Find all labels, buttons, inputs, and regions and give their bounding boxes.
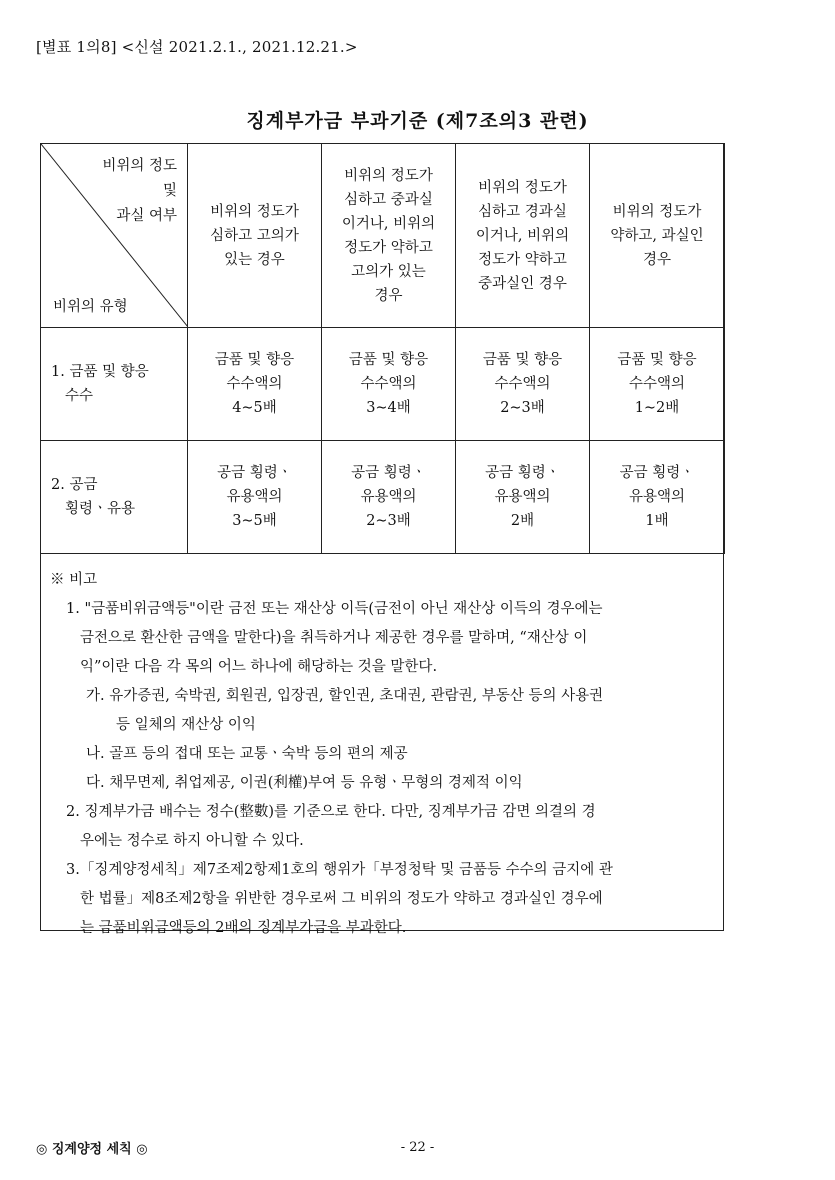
remark-item-1-a: 가. 유가증권, 숙박권, 회원권, 입장권, 할인권, 초대권, 관람권, 부동산 등의 사용권 등 일체의 재산상 이익 [86,688,604,733]
corner-bottom-label: 비위의 유형 [53,299,128,315]
page-number: - 22 - [400,1140,435,1155]
table-cell: 금품 및 향응 수수액의 4∼5배 [188,328,322,441]
table-row [41,328,725,441]
row-label-bribery: 1. 금품 및 향응 수수 [41,328,188,441]
column-header-3: 비위의 정도가 심하고 경과실 이거나, 비위의 정도가 약하고 중과실인 경우 [456,144,590,328]
column-header-4: 비위의 정도가 약하고, 과실인 경우 [590,144,725,328]
remarks-section [50,566,720,943]
column-header-2: 비위의 정도가 심하고 중과실 이거나, 비위의 정도가 약하고 고의가 있는 경우 [322,144,456,328]
remark-item-1-c: 다. 채무면제, 취업제공, 이권(利權)부여 등 유형ㆍ무형의 경제적 이익 [86,775,523,791]
table-cell: 금품 및 향응 수수액의 1∼2배 [590,328,725,441]
corner-top-label: 비위의 정도 및 과실 여부 [102,158,177,224]
table-cell: 공금 횡령ㆍ 유용액의 2∼3배 [322,441,456,554]
table-cell: 공금 횡령ㆍ 유용액의 3∼5배 [188,441,322,554]
remarks-heading: ※ 비고 [50,572,98,588]
table-cell: 공금 횡령ㆍ 유용액의 1배 [590,441,725,554]
remark-item-1-b: 나. 골프 등의 접대 또는 교통ㆍ숙박 등의 편의 제공 [86,746,408,762]
table-header-row [41,144,725,328]
remark-item-2: 2. 징계부가금 배수는 정수(整數)를 기준으로 한다. 다만, 징계부가금 감면 의결의 경 우에는 정수로 하지 아니할 수 있다. [66,804,596,849]
header-reference: [별표 1의8] <신설 2021.2.1., 2021.12.21.> [36,38,358,56]
row-label-embezzlement: 2. 공금 횡령ㆍ유용 [41,441,188,554]
remark-item-1: 1. "금품비위금액등"이란 금전 또는 재산상 이득(금전이 아닌 재산상 이득의 경우에는 금전으로 환산한 금액을 말한다)을 취득하거나 제공한 경우를 말하며, “재산상 이 익”이란 다음 각 목의 어느 하나에 해당하는 것을 말한다. [66,601,603,675]
corner-header-cell [41,144,188,328]
remark-item-3: 3.「징계양정세칙」제7조제2항제1호의 행위가「부정청탁 및 금품등 수수의 금지에 관 한 법률」제8조제2항을 위반한 경우로써 그 비위의 정도가 약하고 경과실인 경우에 는 금품비위금액등의 2배의 징계부가금을 부과한다. [66,862,613,936]
table-cell: 금품 및 향응 수수액의 3∼4배 [322,328,456,441]
column-header-1: 비위의 정도가 심하고 고의가 있는 경우 [188,144,322,328]
table-cell: 공금 횡령ㆍ 유용액의 2배 [456,441,590,554]
table-row [41,441,725,554]
penalty-table [40,143,725,554]
document-title: 징계부가금 부과기준 (제7조의3 관련) [246,110,589,132]
footer-document-name: ◎ 징계양정 세칙 ◎ [36,1142,148,1157]
table-cell: 금품 및 향응 수수액의 2∼3배 [456,328,590,441]
